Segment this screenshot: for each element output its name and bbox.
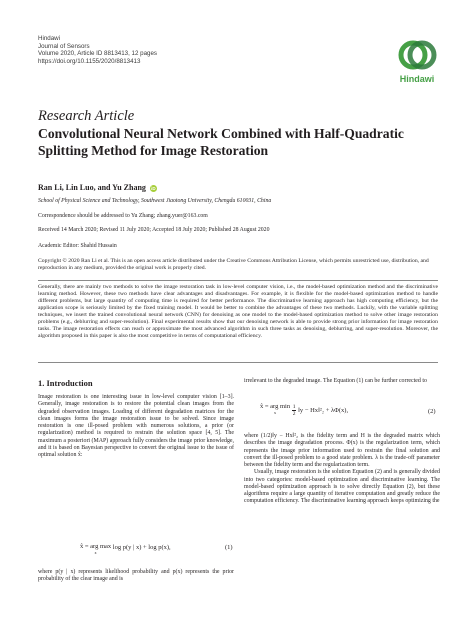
hindawi-logo-text: Hindawi	[399, 74, 435, 84]
equation-1	[80, 544, 171, 556]
orcid-icon[interactable]: iD	[151, 185, 156, 191]
column2-intro: irrelevant to the degraded image. The Equation (1) can be further corrected to	[244, 378, 427, 384]
affiliation: School of Physical Science and Technology, Southwest Jiaotong University, Chengdu 610031, China	[38, 198, 272, 204]
eq1-rhs: log p(y | x) + log p(x),	[112, 544, 171, 551]
abstract: Generally, there are mainly two methods to solve the image restoration task in low-level computer vision, i.e., the model-based optimization method and the discriminative learning method. However, these two methods have clear advantages and disadvantages. For example, it is flexible for the model-based optimization method to handle different problems, but large quantity of computing time is required for better performance. The discriminative learning approach has high computing efficiency, but the application scope is seriously limited by the fixed training model. It would be better to combine the advantages of these two methods. Luckily, with the variable splitting techniques, we insert the trained convolutional neural network (CNN) for denoising as one model to the model-based optimization method to solve other image restoration problems (e.g., deblurring and super-resolution). Final experimental results show that our denoising network is able to provide strong prior information for image restoration tasks. The image restoration effects can reach or approximate the most advanced algorithm in such three tasks as denoising, deblurring, and super-resolution. Moreover, the algorithm proposed in this paper is also the most competitive in terms of computational efficiency.	[38, 284, 438, 339]
fidelity-paragraph: where (1/2)‖y − Hx‖²₂ is the fidelity term and H is the degraded matrix which describes the image degradation process. Φ(x) is the regularization term, which represents the image prior information used to restrain the final solution and convert the ill-posed problem to a good state problem. λ is the trade-off parameter between the fidelity term and the regularization term.	[244, 433, 440, 468]
copyright-notice: Copyright © 2020 Ran Li et al. This is an open access article distributed under the Creative Commons Attribution License, which permits unrestricted use, distribution, and reproduction in any medium, provided the original work is properly cited.	[38, 258, 429, 271]
academic-editor: Academic Editor: Shahid Hussain	[38, 243, 117, 249]
equation-1-number: (1)	[225, 544, 233, 551]
article-title: Convolutional Neural Network Combined with Half-Quadratic Splitting Method for Image Restoration	[38, 126, 404, 158]
eq2-rhs: ‖y − Hx‖²₂ + λΦ(x),	[298, 406, 349, 414]
abstract-top-rule	[38, 280, 438, 281]
eq2-lhs: x̂ = arg min	[260, 403, 291, 410]
volume-line: Volume 2020, Article ID 8813413, 12 pages	[38, 50, 158, 58]
eq2-numerator: 1	[292, 404, 296, 410]
eq2-fraction	[292, 404, 297, 417]
article-dates: Received 14 March 2020; Revised 11 July 2020; Accepted 18 July 2020; Published 28 August 2020	[38, 227, 270, 233]
author-names: Ran Li, Lin Luo, and Yu Zhang	[38, 183, 146, 192]
journal-name: Journal of Sensors	[38, 42, 90, 50]
author-list	[38, 183, 157, 192]
journal-header	[38, 35, 157, 65]
eq1-subscript: x	[94, 550, 97, 555]
eq1-operator	[80, 544, 111, 556]
eq2-operator	[260, 404, 290, 416]
methods-paragraph: Usually, image restoration is the solution Equation (2) and is generally divided into two categories: model-based optimization and discriminative learning. The model-based optimization approach is to solve directly Equation (2), but these algorithms require a large quantity of iterative computation and greatly reduce the computation efficiency. The discriminative learning approach keeps optimizing the	[244, 469, 440, 505]
equation-2-number: (2)	[428, 408, 436, 415]
equation-2	[260, 404, 348, 417]
eq2-subscript: x	[274, 410, 277, 415]
eq2-denominator: 2	[292, 411, 296, 417]
abstract-bottom-rule	[38, 362, 438, 363]
eq1-lhs: x̂ = arg max	[80, 543, 112, 550]
correspondence: Correspondence should be addressed to Yu Zhang; zhang.yuer@163.com	[38, 213, 208, 219]
doi-link[interactable]: https://doi.org/10.1155/2020/8813413	[38, 57, 141, 65]
intro-paragraph: Image restoration is one interesting issue in low-level computer vision [1–3]. Generally, image restoration is to restore the potential clean images from the degraded observation images. Loading of different degradation matrices for the clean images forms the image restoration issue to be solved. Since image restoration is one ill-posed problem with numerous solutions, a prior (or regularization) method is required to restrain the solution space [4, 5]. The maximum a posteriori (MAP) approach fully considers the image prior knowledge, and it is based on Bayesian perspective to convert the original issue to the issue of optimal solution x̂:	[38, 394, 234, 458]
column2-paragraph	[244, 433, 440, 506]
publisher-name: Hindawi	[38, 35, 61, 42]
article-type: Research Article	[38, 108, 135, 124]
intro-paragraph-continued: where p(y | x) represents likelihood probability and p(x) represents the prior probability of the clear image and is	[38, 569, 234, 583]
section-heading: 1. Introduction	[38, 378, 93, 388]
